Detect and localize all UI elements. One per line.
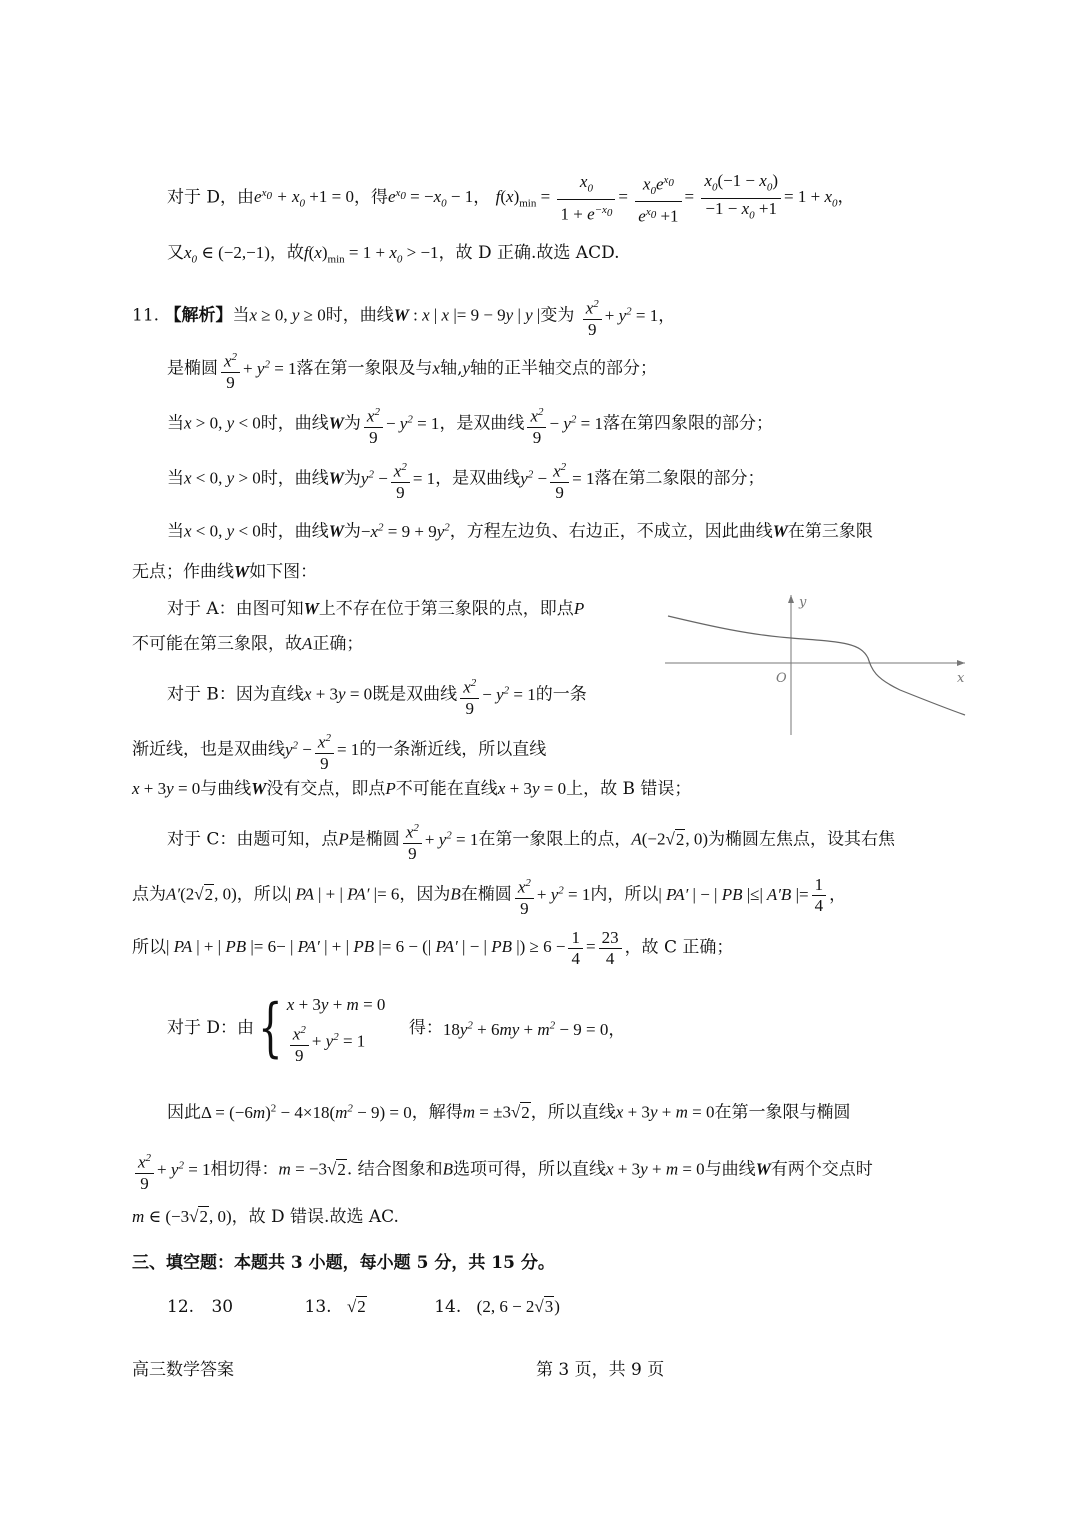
d-line-2: [167, 238, 620, 274]
math: $\frac{x^2}{9}$ + $y^2 = 1$: [400, 830, 479, 849]
b2: 渐近线，也是双曲线: [132, 739, 285, 760]
math: A: [302, 634, 313, 653]
ans13-number: 13.: [304, 1297, 332, 1317]
brace: {: [258, 990, 283, 1065]
l5d: ，方程左边负、右边正，不成立，因此曲线: [449, 521, 773, 542]
l3e: 落在第四象限的部分；: [602, 413, 773, 434]
math: x < 0, y < 0: [184, 521, 261, 541]
math: x + 3y = 0: [132, 779, 201, 798]
dd3b: . 结合图象和: [346, 1159, 443, 1180]
math: | PA | + | PA′ |= 6: [287, 884, 400, 904]
dd3a: 相切得：: [210, 1159, 279, 1180]
b2b: 的一条渐近线，所以直线: [359, 739, 547, 760]
math: x + 3y = 0: [497, 779, 567, 798]
c3: 所以: [132, 937, 166, 958]
math: $e^{x_0} + x_0 +1 = 0$: [254, 186, 354, 210]
dd3c: 选项可得，所以直线: [453, 1159, 607, 1180]
q11-tag: 【解析】: [164, 305, 233, 326]
math: y: [462, 358, 471, 378]
math: W: [328, 521, 344, 541]
l4a: 当: [167, 468, 184, 489]
dd4: ，故 D 错误.故选 AC.: [231, 1207, 399, 1227]
b3: 与曲线: [200, 779, 252, 799]
math: P: [573, 599, 585, 618]
l3c: 为: [343, 413, 361, 434]
math: W: [234, 562, 250, 581]
q11-line-1: [132, 294, 675, 340]
d-line-1: [167, 170, 854, 227]
c-line-3: [132, 928, 733, 969]
b-line-1: [167, 673, 587, 719]
curve-w-graph: [660, 590, 970, 740]
math: x + 3y + m = 0: [615, 1102, 715, 1122]
c2d: 在椭圆: [460, 884, 512, 905]
l3a: 当: [167, 413, 184, 434]
l4d: ，是双曲线: [435, 468, 521, 489]
math: W: [755, 1159, 771, 1179]
b-line-3: [132, 774, 691, 804]
l6: 无点；作曲线: [132, 562, 234, 582]
math: $\frac{x^2}{9}$ + $y^2 = 1$: [132, 1160, 211, 1179]
math: W: [328, 468, 344, 488]
x-axis-label: x: [957, 671, 965, 686]
math: $y^2$ − $\frac{x^2}{9}$ = 1: [361, 469, 435, 488]
math: x > 0, y < 0: [184, 413, 261, 433]
c2e: 内，所以: [590, 884, 659, 905]
math: | PA′ | − | PB |≤| A′B |= $\frac{1}{4}$ ，: [658, 875, 847, 916]
dd3e: 有两个交点时: [770, 1159, 873, 1180]
q11-line-5: [167, 512, 873, 547]
l5c: 为: [343, 521, 361, 542]
ans12: 30: [211, 1297, 234, 1317]
math: x + 3y + m = 0: [606, 1159, 705, 1179]
l5e: 在第三象限: [787, 521, 873, 542]
origin-label: O: [776, 671, 787, 686]
math: $f(x)_{min} = 1 + x_0 > -1$: [303, 243, 439, 266]
l4c: 为: [343, 468, 361, 489]
q11-number: 11.: [132, 305, 160, 326]
dd2b: ，解得: [411, 1102, 463, 1123]
math: m = −3√2: [278, 1159, 346, 1179]
footer-page: 第 3 页，共 9 页: [536, 1360, 665, 1380]
ans12-number: 12.: [167, 1297, 195, 1317]
dd1b: 得：: [408, 1017, 443, 1038]
l4e: 落在第二象限的部分；: [594, 468, 765, 489]
fill-in-answers: [167, 1292, 560, 1322]
b1: 对于 B：因为直线: [167, 684, 304, 705]
c1b: 是椭圆: [348, 829, 400, 850]
c2: 点为: [132, 884, 166, 905]
d-intro: 对于 D，由: [167, 187, 255, 208]
math: W: [251, 779, 267, 798]
math: $\frac{x^2}{9}$ + $y^2 = 1$，: [580, 306, 676, 325]
math: $\Delta = (-6m)^2 - 4\times 18(m^2 - 9) = 0$: [201, 1102, 412, 1122]
dd2: 因此: [167, 1102, 201, 1123]
a-line-1: [167, 594, 584, 624]
math: $-x^2 = 9 + 9y^2$: [360, 521, 450, 541]
math: m = ±3√2: [462, 1102, 530, 1122]
d-mid2: ，: [473, 187, 491, 208]
math: $y^2$ − $\frac{x^2}{9}$ = 1: [285, 740, 359, 759]
c2b: ，所以: [236, 884, 288, 905]
ans14-number: 14.: [434, 1297, 462, 1317]
dd1: 对于 D：由: [167, 1017, 255, 1038]
c-line-1: [167, 818, 895, 864]
math: $18y^2 + 6my + m^2 - 9 = 0$，: [442, 1019, 626, 1040]
l2d: 轴的正半轴交点的部分；: [470, 358, 658, 379]
q11-t3: 变为: [540, 305, 575, 326]
equation-system: x + 3y + m = 0 $\frac{x^2}{9}$ + $y^2 = 1$: [286, 995, 386, 1065]
l4b: 时，曲线: [260, 468, 329, 489]
b-line-2: [132, 728, 546, 774]
math: x ≥ 0, y ≥ 0: [249, 305, 326, 325]
math: | PA | + | PB |= 6− | PA′ | + | PB |= 6 − (| PA′ | − | PB |) ≥ 6 − $\frac{1}{4}$ = $\frac{23}{4}$: [166, 937, 625, 956]
q11-line-6: [132, 557, 317, 587]
a2: 不可能在第三象限，故: [132, 634, 302, 654]
math: x: [432, 358, 441, 378]
a1b: 上不存在位于第三象限的点，即点: [318, 599, 574, 619]
b3b: 没有交点，即点: [266, 779, 386, 799]
l2c: 轴,: [440, 358, 463, 379]
q11-line-4: [167, 457, 764, 503]
dd3d: 与曲线: [704, 1159, 756, 1180]
dd2d: 在第一象限与椭圆: [714, 1102, 851, 1123]
math: $\frac{x^2}{9}$ − $y^2 = 1$: [524, 414, 603, 433]
q11-t2: 时，曲线: [325, 305, 394, 326]
a1: 对于 A：由图可知: [167, 599, 304, 619]
l2b: 落在第一象限及与: [296, 358, 433, 379]
a-line-2: [132, 629, 363, 659]
ans13: √2: [346, 1297, 366, 1316]
dd-line-1: [167, 990, 625, 1066]
math: W : x | x |= 9 − 9y | y |: [393, 305, 541, 325]
math: m ∈ (−3√2, 0): [132, 1207, 232, 1226]
d-tail: 又: [167, 243, 184, 263]
dd-line-4: [132, 1202, 399, 1232]
c1d: 为椭圆左焦点，设其右焦: [708, 829, 895, 850]
b1b: 既是双曲线: [372, 684, 458, 705]
c3b: ，故 C 正确；: [624, 937, 734, 958]
math: P: [385, 779, 396, 798]
math: B: [450, 884, 461, 904]
math: x < 0, y > 0: [184, 468, 261, 488]
math: $f(x)_{min}$ = $\frac{x_0}{1 + e^{-x_0}}$ = $\frac{x_0e^{x_0}}{e^{x_0} +1}$ = $\frac{x_0(-1 - x_0)}{-1 - x_0 +1}$ = $1 + x_0$，: [495, 171, 855, 226]
math: P: [338, 829, 349, 849]
c2c: ，因为: [399, 884, 451, 905]
q11-line-2: [167, 347, 657, 393]
l5a: 当: [167, 521, 184, 542]
footer-left: 高三数学答案: [132, 1360, 234, 1380]
dd-line-2: [167, 1093, 850, 1128]
math: $\frac{x^2}{9}$ + $y^2 = 1$: [218, 359, 297, 378]
l3b: 时，曲线: [260, 413, 329, 434]
c1c: 在第一象限上的点，: [478, 829, 632, 850]
x-axis-arrow: [957, 660, 965, 666]
math: A′(2√2, 0): [166, 884, 237, 904]
y-axis-arrow: [788, 595, 794, 603]
l3d: ，是双曲线: [439, 413, 525, 434]
c-line-2: [132, 873, 846, 919]
math: $\frac{x^2}{9}$ + $y^2 = 1$: [512, 885, 591, 904]
math: $\frac{x^2}{9}$ − $y^2 = 1$: [361, 414, 440, 433]
math: x + 3y = 0: [303, 684, 373, 704]
math: B: [442, 1159, 454, 1179]
d-conclusion: ，故 D 正确.故选 ACD.: [438, 243, 620, 263]
math: $\frac{x^2}{9}$ − $y^2 = 1$: [457, 685, 536, 704]
b3d: 上，故 B 错误；: [566, 779, 692, 799]
d-mid1: ，得: [353, 187, 388, 208]
dd-line-3: [132, 1148, 873, 1194]
math: W: [303, 599, 319, 618]
ans14: (2, 6 − 2√3): [476, 1297, 560, 1316]
c1: 对于 C：由题可知，点: [167, 829, 339, 850]
l6b: 如下图：: [249, 562, 318, 582]
q11-t1: 当: [232, 305, 250, 326]
d-tail2: ，故: [269, 243, 304, 263]
q11-line-3: [167, 402, 773, 448]
b3c: 不可能在直线: [395, 779, 498, 799]
y-axis-label: y: [799, 595, 807, 610]
curve-w: [668, 616, 965, 715]
b1c: 的一条: [535, 684, 587, 705]
math: $e^{x_0} = -x_0 - 1$: [387, 186, 474, 210]
math: W: [772, 521, 788, 541]
l2a: 是椭圆: [167, 358, 218, 379]
math: A(−2√2, 0): [631, 829, 708, 849]
math: $y^2$ − $\frac{x^2}{9}$ = 1: [520, 469, 594, 488]
l5b: 时，曲线: [260, 521, 329, 542]
math: $x_0$ ∈ (−2,−1): [184, 243, 270, 266]
dd2c: ，所以直线: [530, 1102, 616, 1123]
section-3-heading: 三、填空题：本题共 3 小题，每小题 5 分，共 15 分。: [132, 1253, 555, 1273]
a2b: 正确；: [312, 634, 364, 654]
math: W: [328, 413, 344, 433]
